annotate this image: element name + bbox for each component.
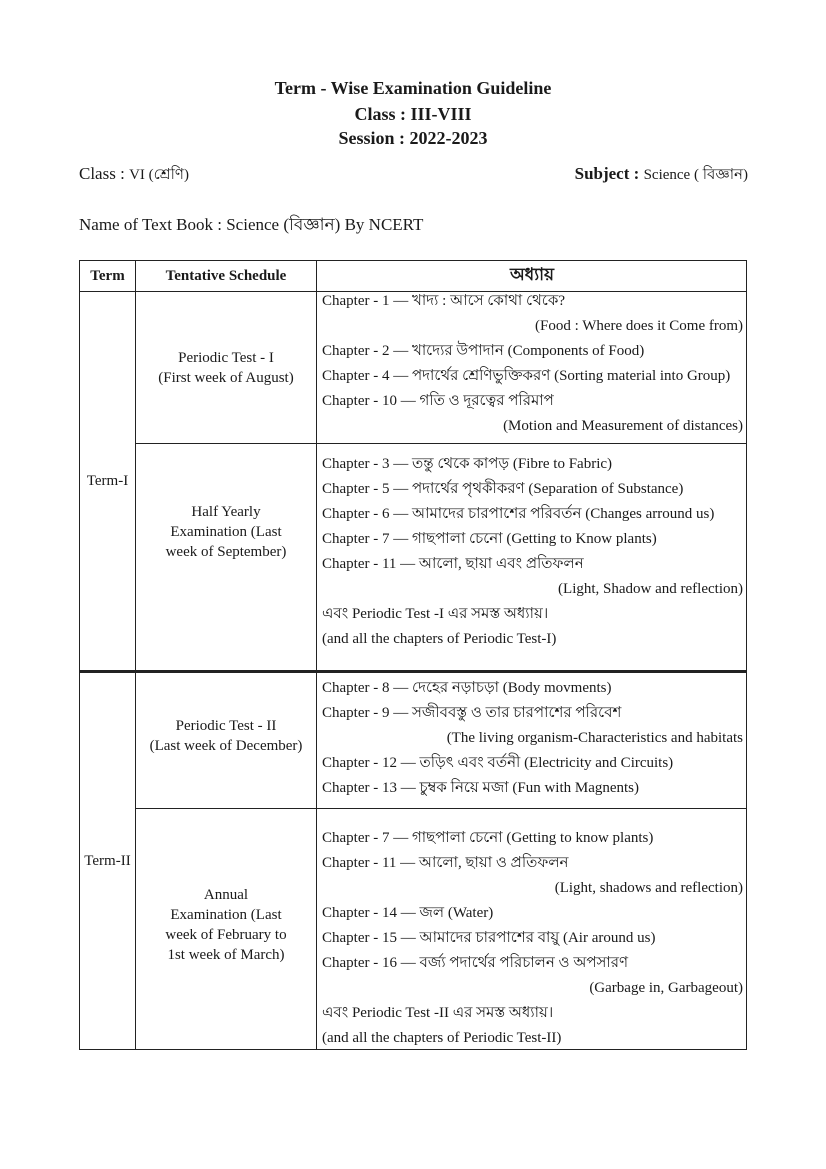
class-info	[79, 163, 189, 188]
schedule-line: Annual	[203, 887, 249, 903]
header-schedule: Tentative Schedule	[165, 267, 287, 284]
document-title: Term - Wise Examination Guideline	[274, 78, 552, 98]
term-label: Term-I	[86, 473, 129, 489]
schedule-line: week of February to	[165, 927, 287, 943]
schedule-cell	[136, 292, 316, 443]
chapter-line: এবং Periodic Test -II এর সমস্ত অধ্যায়।	[322, 1005, 554, 1021]
schedule-line: 1st week of March)	[167, 947, 285, 963]
chapter-line: Chapter - 4 — পদার্থের শ্রেণিভুক্তিকরণ (Sorting material into Group)	[322, 368, 731, 384]
schedule-line: (Last week of December)	[149, 737, 303, 754]
chapter-line: Chapter - 7 — গাছপালা চেনো (Getting to know plants)	[322, 830, 654, 846]
chapter-english-title: (Food : Where does it Come from)	[534, 318, 743, 334]
class-label: Class :	[79, 164, 125, 183]
chapter-line: এবং Periodic Test -I এর সমস্ত অধ্যায়।	[322, 606, 549, 622]
chapter-english-title: (Light, shadows and reflection)	[554, 880, 743, 896]
chapter-line: Chapter - 10 — গতি ও দূরত্বের পরিমাপ	[322, 393, 554, 409]
chapter-list	[317, 826, 747, 1051]
schedule-line: (First week of August)	[158, 369, 294, 386]
chapter-line: Chapter - 7 — গাছপালা চেনো (Getting to Know plants)	[322, 531, 657, 547]
chapter-list	[317, 452, 747, 652]
term-label: Term-II	[84, 853, 131, 869]
chapter-line: Chapter - 16 — বর্জ্য পদার্থের পরিচালন ও অপসারণ	[322, 955, 629, 971]
chapter-line: Chapter - 9 — সজীববস্তু ও তার চারপাশের পরিবেশ	[322, 705, 622, 721]
header-term: Term	[90, 267, 125, 284]
chapter-line: (and all the chapters of Periodic Test-II)	[322, 1030, 562, 1046]
chapter-line: Chapter - 6 — আমাদের চারপাশের পরিবর্তন (Changes arround us)	[322, 506, 715, 522]
schedule-line: week of September)	[165, 544, 287, 560]
schedule-table	[79, 260, 747, 1050]
class-value: VI (শ্রেণি)	[129, 167, 189, 183]
chapter-english-title: (Motion and Measurement of distances)	[503, 418, 743, 434]
chapter-line: Chapter - 11 — আলো, ছায়া ও প্রতিফলন	[322, 855, 569, 871]
class-range: Class : III-VIII	[354, 104, 472, 124]
textbook-name: Name of Text Book : Science (বিজ্ঞান) By NCERT	[79, 215, 424, 234]
schedule-cell	[136, 444, 316, 670]
chapter-line: Chapter - 5 — পদার্থের পৃথকীকরণ (Separation of Substance)	[322, 481, 684, 497]
chapter-english-title: (Garbage in, Garbageout)	[589, 980, 743, 996]
schedule-line: Half Yearly	[191, 504, 261, 520]
chapter-line: Chapter - 2 — খাদ্যের উপাদান (Components of Food)	[322, 343, 645, 359]
chapter-line: Chapter - 3 — তন্তু থেকে কাপড় (Fibre to Fabric)	[322, 456, 613, 472]
schedule-line: Examination (Last	[170, 524, 282, 540]
chapter-list	[317, 289, 747, 439]
chapter-line: Chapter - 13 — চুম্বক নিয়ে মজা (Fun with Magnents)	[322, 780, 640, 796]
chapter-english-title: (The living organism-Characteristics and habitats	[446, 730, 743, 746]
chapter-line: (and all the chapters of Periodic Test-I)	[322, 631, 557, 647]
subject-value: Science ( বিজ্ঞান)	[643, 167, 748, 183]
session: Session : 2022-2023	[338, 128, 488, 148]
schedule-line: Examination (Last	[170, 907, 282, 923]
subject-label: Subject :	[574, 164, 640, 183]
chapter-line: Chapter - 8 — দেহের নড়াচড়া (Body movments)	[322, 680, 612, 696]
chapter-line: Chapter - 11 — আলো, ছায়া এবং প্রতিফলন	[322, 556, 584, 572]
schedule-line: Periodic Test - I	[178, 349, 274, 366]
schedule-cell	[136, 809, 316, 1049]
schedule-cell	[136, 673, 316, 808]
chapter-list	[317, 676, 747, 801]
chapter-english-title: (Light, Shadow and reflection)	[558, 581, 743, 597]
subject-info	[575, 163, 748, 188]
schedule-line: Periodic Test - II	[175, 717, 277, 734]
chapter-line: Chapter - 15 — আমাদের চারপাশের বায়ু (Air around us)	[322, 930, 656, 946]
header-chapters: অধ্যায়	[509, 265, 555, 284]
chapter-line: Chapter - 14 — জল (Water)	[322, 905, 494, 921]
chapter-line: Chapter - 12 — তড়িৎ এবং বর্তনী (Electricity and Circuits)	[322, 755, 674, 771]
chapter-line: Chapter - 1 — খাদ্য : আসে কোথা থেকে?	[322, 293, 565, 309]
